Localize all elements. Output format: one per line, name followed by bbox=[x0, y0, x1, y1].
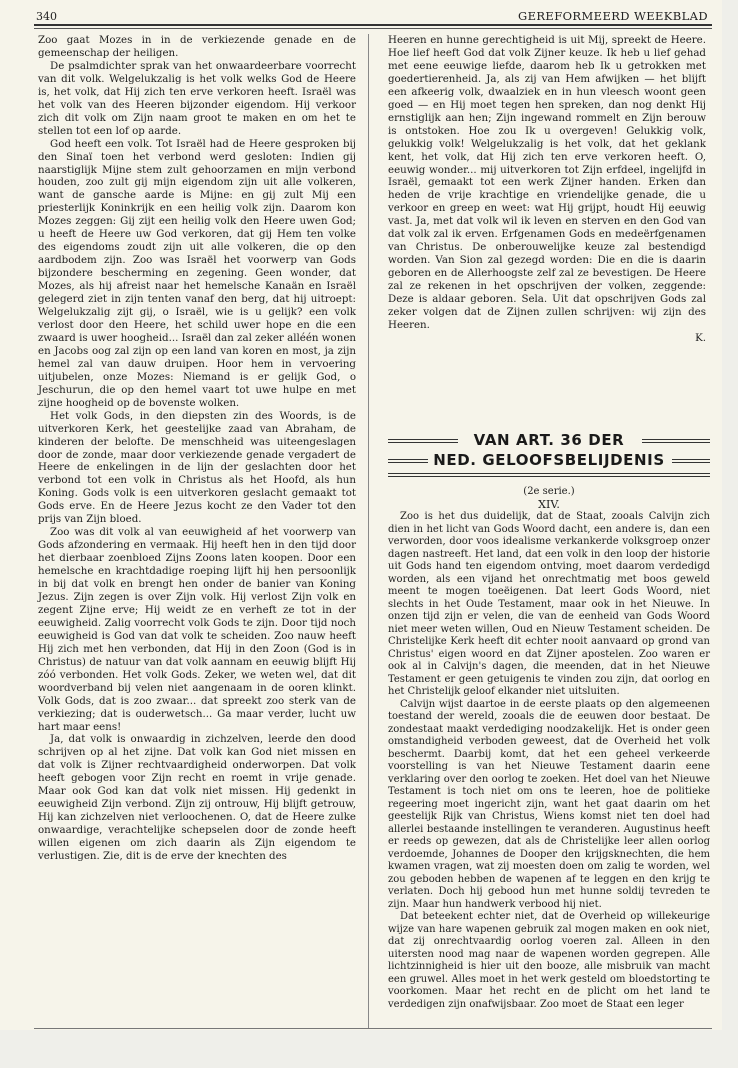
right-column-continuation bbox=[388, 34, 706, 345]
heading-underline bbox=[388, 473, 710, 474]
paragraph: Heeren en hunne gerechtigheid is uit Mij, spreekt de Heere. Hoe lief heeft God dat volk Zijner keuze. Ik heb u lief gehad met eene eeuwige liefde, daarom heb Ik u getrokken met goedertierenheid. Ja, als zij van Hem afwijken — het blijft een afkeerig volk, dwaalziek en in hun vleesch woont geen goed — en Hij moet tegen hen spreken, dan nog denkt Hij ernstiglijk aan hen; Zijn ingewand rommelt en Zijn berouw is ontstoken. Hoe zou Ik u overgeven! Gelukkig volk, gelukkig volk! Welgelukzalig is het volk, dat het geklank kent, het volk, dat Hij zich ten erve verkoren heeft. O, eeuwig wonder... mij uitverkoren tot Zijn erfdeel, ingelijfd in Israël, gemaakt tot een werk Zijner handen. Erken dan heden de vrije krachtige en vriendelijke genade, die u verkoor en greep en weet: wat Hij grijpt, houdt Hij eeuwig vast. Ja, met dat volk wil ik leven en sterven en den God van dat volk zal ik erven. Erfgenamen Gods en medeërfgenamen van Christus. De onberouwelijke keuze zal bestendigd worden. Van Sion zal gezegd worden: Die en die is daarin geboren en de Allerhoogste zelf zal ze bevestigen. De Heere zal ze rekenen in het opschrijven der volken, zeggende: Deze is aldaar geboren. Sela. Uit dat opschrijven Gods zal zeker volgen dat de Zijnen zullen schrijven: wij zijn des Heeren. bbox=[388, 34, 706, 331]
article-heading bbox=[388, 431, 710, 477]
paragraph: Het volk Gods, in den diepsten zin des Woords, is de uitverkoren Kerk, het geestelijke zaad van Abraham, de kinderen der belofte. De menschheid was uiteengeslagen door de zonde, maar door verkiezende genade vergadert de Heere de enkelingen in de lijn der geslachten door het verbond tot een volk in Christus als het Hoofd, als hun Koning. Gods volk is een uitverkoren geslacht gemaakt tot Gods erve. En de Heere Jezus kocht ze den Vader tot den prijs van Zijn bloed. bbox=[38, 409, 356, 526]
article-number: XIV. bbox=[538, 497, 560, 511]
paragraph: De psalmdichter sprak van het onwaardeerbare voorrecht van dit volk. Welgelukzalig is het volk welks God de Heere is, het volk, dat Hij zich ten erve verkoren heeft. Israël was het volk van des Heeren bijzonder eigendom. Hij verkoor zich dit volk om Zijn naam groot te maken en om het te stellen tot een lof op aarde. bbox=[38, 59, 356, 137]
article-body bbox=[388, 486, 710, 1011]
header-rule-thin bbox=[34, 28, 712, 29]
author-signature: K. bbox=[695, 331, 706, 344]
paragraph: Zoo gaat Mozes in in de verkiezende genade en de gemeenschap der heiligen. bbox=[38, 34, 356, 59]
left-column bbox=[38, 34, 356, 863]
paragraph: Zoo is het dus duidelijk, dat de Staat, zooals Calvijn zich dien in het licht van Gods Woord dacht, een andere is, dan een verworden, door voos idealisme verkankerde volksgroep onzer dagen nastreeft. Het land, dat een volk in den loop der historie uit Gods hand ten eigendom ontving, moet daarom verdedigd worden, als een vijand het onrechtmatig met boos geweld meent te mogen toeëigenen. Dat leert Gods Woord, niet slechts in het Oude Testament, maar ook in het Nieuwe. In onzen tijd zijn er velen, die van de eenheid van Gods Woord niet meer weten willen, Oud en Nieuw Testament scheiden. De Christelijke Kerk heeft dit echter nooit aanvaard op grond van Christus' eigen woord en dat Zijner apostelen. Zoo waren er ook al in Calvijn's dagen, die meenden, dat in het Nieuwe Testament er geen getuigenis te vinden zou zijn, dat oorlog en het Christelijk geloof elkander niet uitsluiten. bbox=[388, 511, 710, 697]
paragraph: Calvijn wijst daartoe in de eerste plaats op den algemeenen toestand der wereld, zooals die de eeuwen door bestaat. De zondestaat maakt verdediging noodzakelijk. Het is onder geen omstandigheid verboden geweest, dat de Overheid het volk beschermt. Daarbij komt, dat het een geheel verkeerde voorstelling is van het Nieuwe Testament daarin eene verklaring over den oorlog te zoeken. Het doel van het Nieuwe Testament is toch niet om ons te leeren, hoe de politieke regeering moet ingericht zijn, want het gaat daarin om het geestelijk Rijk van Christus, Wiens komst niet ten doel had allerlei bestaande instellingen te veranderen. Augustinus heeft er reeds op gewezen, dat als de Christelijke leer allen oorlog verdoemde, Johannes de Dooper den krijgsknechten, die hem kwamen vragen, wat zij moesten doen om zalig te worden, wel zou geboden hebben de wapenen af te leggen en den krijg te verlaten. Doch hij gebood hun met hunne soldij tevreden te zijn. Maar hun handwerk verbood hij niet. bbox=[388, 698, 710, 910]
paragraph: Dat beteekent echter niet, dat de Overheid op willekeurige wijze van hare wapenen gebruik zal mogen maken en ook niet, dat zij onrechtvaardig oorlog voeren zal. Alleen in den uitersten nood mag naar de wapenen worden gegrepen. Alle lichtzinnigheid is hier uit den booze, alle misbruik van macht een gruwel. Alles moet in het werk gesteld om bloedstorting te voorkomen. Maar het recht en de plicht om het land te verdedigen zijn onafwijsbaar. Zoo moet de Staat een leger bbox=[388, 911, 710, 1010]
header-rule bbox=[34, 24, 712, 26]
footer-rule bbox=[34, 1028, 712, 1029]
paragraph: God heeft een volk. Tot Israël had de Heere gesproken bij den Sinaï toen het verbond werd gesloten: Indien gij naarstiglijk Mijne stem zult gehoorzamen en mijn verbond houden, zoo zult gij mijn eigendom zijn uit alle volkeren, want de gansche aarde is Mijne: en gij zult Mij een priesterlijk Koninkrijk en een heilig volk zijn. Daarom kon Mozes zeggen: Gij zijt een heilig volk den Heere uwen God; u heeft de Heere uw God verkoren, dat gij Hem ten volke des eigendoms zoudt zijn uit alle volkeren, die op den aardbodem zijn. Zoo was Israël het voorwerp van Gods bijzondere bescherming en zegening. Geen wonder, dat Mozes, als hij afreist naar het hemelsche Kanaän en Israël gelegerd ziet in zijn tenten vanaf den berg, dat hij uitroept: Welgelukzalig zijt gij, o Israël, wie is u gelijk? een volk verlost door den Heere, het schild uwer hope en die een zwaard is uwer hoogheid... Israël dan zal zeker alléén wonen en Jacobs oog zal zijn op een land van koren en most, ja zijn hemel zal van dauw druipen. Hoor hem in vervoering uitjubelen, onze Mozes: Niemand is er gelijk God, o Jeschurun, die op den hemel vaart tot uwe hulpe en met zijne hoogheid op de bovenste wolken. bbox=[38, 137, 356, 409]
paragraph: Zoo was dit volk al van eeuwigheid af het voorwerp van Gods afzondering en vermaak. Hij heeft hen in den tijd door het dierbaar zoenbloed Zijns Zoons laten koopen. Door een hemelsche en krachtdadige roeping lijft hij hen persoonlijk in bij dat volk en brengt hen onder de banier van Koning Jezus. Zijn zegen is over Zijn volk. Hij verlost Zijn volk en zegent Zijne erve; Hij weidt ze en verheft ze tot in der eeuwigheid. Zalig voorrecht volk Gods te zijn. Door tijd noch eeuwigheid is God van dat volk te scheiden. Zoo nauw heeft Hij zich met hen verbonden, dat Hij in den Zoon (God is in Christus) de natuur van dat volk aannam en eeuwig blijft Hij zóó verbonden. Het volk Gods. Zeker, we weten wel, dat dit woordverband bij velen niet aangenaam in de ooren klinkt. Volk Gods, dat is zoo zwaar... dat spreekt zoo sterk van de verkiezing; dat is ouderwetsch... Ga maar verder, lucht uw hart maar eens! bbox=[38, 526, 356, 733]
series-label: (2e serie.) bbox=[523, 486, 575, 497]
page-number: 340 bbox=[36, 10, 57, 23]
heading-underline bbox=[388, 476, 710, 477]
column-divider bbox=[368, 34, 369, 1028]
article-title-line-2: NED. GELOOFSBELIJDENIS bbox=[433, 451, 665, 469]
paragraph: Ja, dat volk is onwaardig in zichzelven, leerde den dood schrijven op al het zijne. Dat volk kan God niet missen en dat volk is Zijner rechtvaardigheid onderworpen. Dat volk heeft gebogen voor Zijn recht en roemt in vrije genade. Maar ook God kan dat volk niet missen. Hij gedenkt in eeuwigheid Zijn verbond. Zijn zij ontrouw, Hij blijft getrouw, Hij kan zichzelven niet verloochenen. O, dat de Heere zulke onwaardige, verachtelijke schepselen door de zonde heeft willen eigenen om zich daarin als Zijn eigendom te verlustigen. Zie, dit is de erve der knechten des bbox=[38, 733, 356, 863]
journal-title: GEREFORMEERD WEEKBLAD bbox=[517, 9, 708, 23]
article-title-line-1: VAN ART. 36 DER bbox=[473, 431, 625, 449]
